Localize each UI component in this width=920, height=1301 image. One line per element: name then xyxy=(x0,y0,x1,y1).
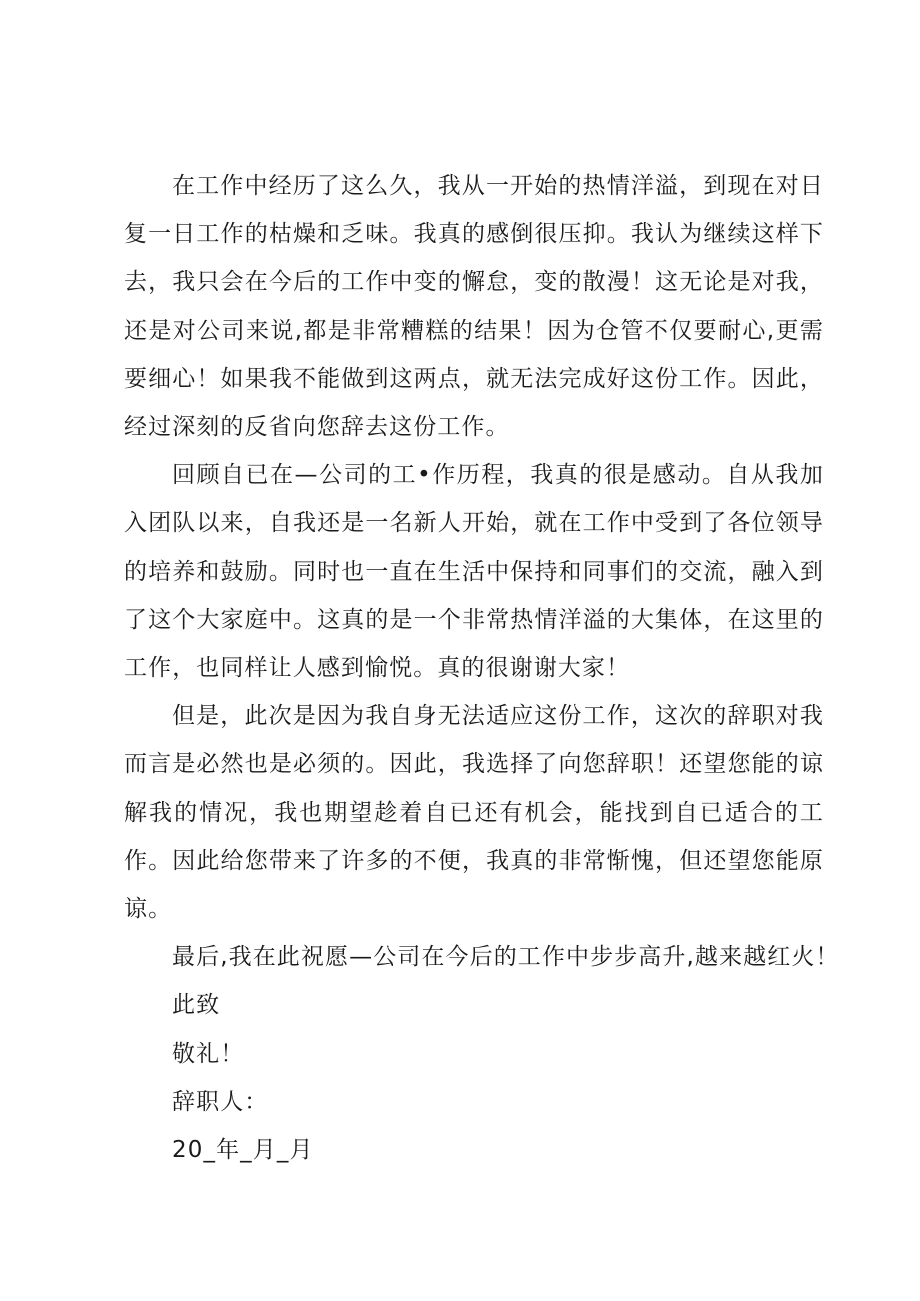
paragraph-3: 但是，此次是因为我自身无法适应这份工作，这次的辞职对我而言是必然也是必须的。因此，我选择了向您辞职！还望您能的谅解我的情况，我也期望趁着自已还有机会，能找到自已适合的工作。因此给您带来了许多的不便，我真的非常惭愧，但还望您能原谅。 xyxy=(124,703,824,923)
letter-body xyxy=(124,162,840,1174)
salutation-jingli: 敬礼！ xyxy=(172,1040,245,1067)
paragraph-2: 回顾自已在—公司的工•作历程，我真的很是感动。自从我加入团队以来，自我还是一名新人开始，就在工作中受到了各位领导的培养和鼓励。同时也一直在生活中保持和同事们的交流，融入到了这个大家庭中。这真的是一个非常热情洋溢的大集体，在这里的工作，也同样让人感到愉悦。真的很谢谢大家！ xyxy=(124,462,824,682)
salutation-cizhi: 此致 xyxy=(172,992,221,1019)
closing-wish: 最后,我在此祝愿—公司在今后的工作中步步高升,越来越红火！ xyxy=(172,944,840,971)
signer-label: 辞职人： xyxy=(172,1088,269,1115)
paragraph-1: 在工作中经历了这么久，我从一开始的热情洋溢，到现在对日复一日工作的枯燥和乏味。我真的感倒很压抑。我认为继续这样下去，我只会在今后的工作中变的懈怠，变的散漫！这无论是对我，还是对公司来说,都是非常糟糕的结果！因为仓管不仅要耐心,更需要细心！如果我不能做到这两点，就无法完成好这份工作。因此，经过深刻的反省向您辞去这份工作。 xyxy=(124,173,824,441)
date-line: 20_年_月_月 xyxy=(172,1137,314,1164)
